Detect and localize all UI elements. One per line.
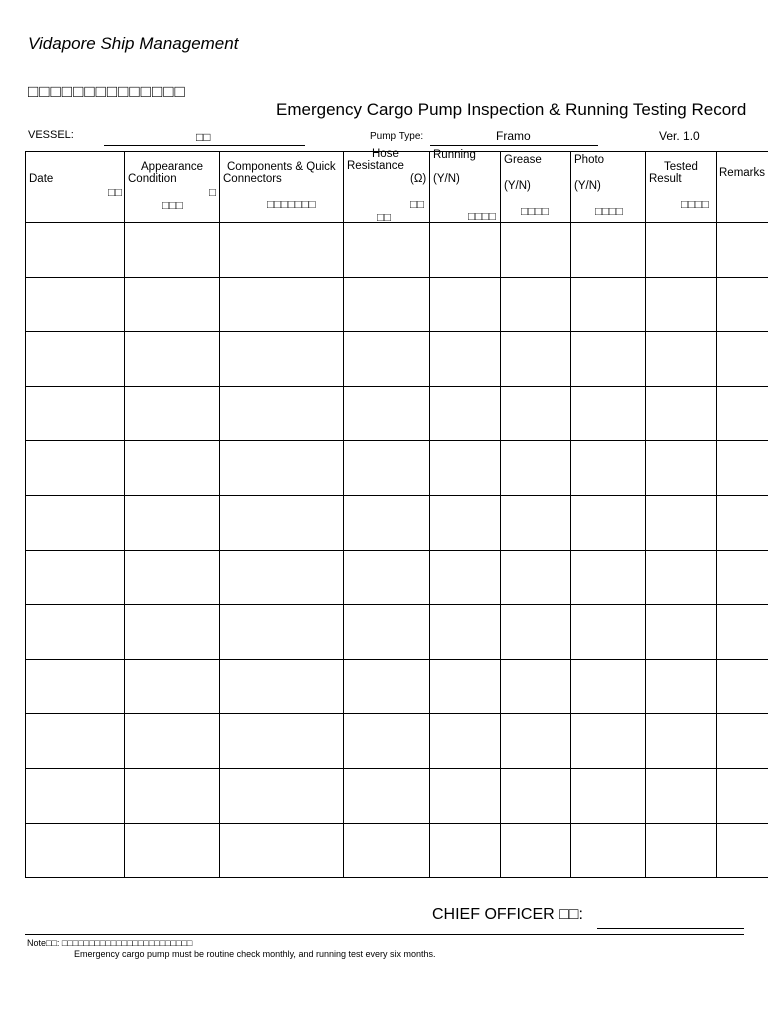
table-cell[interactable] — [571, 332, 646, 387]
table-cell[interactable] — [344, 768, 430, 823]
table-cell[interactable] — [717, 823, 768, 878]
col-grease-cn: □□□□ — [521, 206, 549, 218]
col-header-date — [26, 152, 125, 223]
vessel-label: VESSEL: — [28, 129, 74, 141]
col-date-cn: □□ — [108, 187, 122, 199]
pump-type-underline — [430, 145, 598, 146]
table-row — [26, 768, 768, 823]
table-cell[interactable] — [501, 386, 571, 441]
table-cell[interactable] — [571, 277, 646, 332]
col-photo-line2: (Y/N) — [574, 180, 601, 192]
table-cell[interactable] — [646, 714, 717, 769]
table-cell[interactable] — [717, 605, 768, 660]
table-cell[interactable] — [220, 550, 344, 605]
col-hose-line2: Resistance — [347, 160, 404, 172]
table-cell[interactable] — [501, 768, 571, 823]
form-title-cn: □□□□□□□□□□□□□□ — [28, 82, 186, 101]
table-cell[interactable] — [571, 386, 646, 441]
table-cell[interactable] — [125, 441, 220, 496]
table-cell[interactable] — [501, 659, 571, 714]
table-cell[interactable] — [717, 495, 768, 550]
col-hose-unit: (Ω) — [410, 173, 427, 185]
table-cell[interactable] — [646, 332, 717, 387]
table-cell[interactable] — [571, 223, 646, 278]
col-running-line2: (Y/N) — [433, 173, 460, 185]
table-cell[interactable] — [646, 659, 717, 714]
table-cell[interactable] — [125, 495, 220, 550]
table-cell[interactable] — [26, 659, 125, 714]
table-cell[interactable] — [344, 659, 430, 714]
table-row — [26, 441, 768, 496]
table-cell[interactable] — [430, 550, 501, 605]
table-cell[interactable] — [571, 768, 646, 823]
col-components-cn: □□□□□□□ — [267, 199, 316, 211]
company-name: Vidapore Ship Management — [28, 34, 239, 53]
table-cell[interactable] — [501, 605, 571, 660]
table-cell[interactable] — [125, 277, 220, 332]
col-running-cn: □□□□ — [468, 211, 496, 223]
col-hose-cn2: □□ — [377, 212, 391, 224]
table-cell[interactable] — [646, 441, 717, 496]
table-cell[interactable] — [344, 550, 430, 605]
table-cell[interactable] — [501, 823, 571, 878]
table-cell[interactable] — [646, 550, 717, 605]
col-header-appearance — [125, 152, 220, 223]
table-cell[interactable] — [26, 605, 125, 660]
table-cell[interactable] — [501, 223, 571, 278]
inspection-table-frame — [25, 148, 768, 880]
table-cell[interactable] — [26, 823, 125, 878]
table-cell[interactable] — [344, 441, 430, 496]
table-cell[interactable] — [501, 714, 571, 769]
table-cell[interactable] — [220, 605, 344, 660]
table-cell[interactable] — [26, 277, 125, 332]
col-hose-line1: Hose — [372, 148, 399, 160]
table-cell[interactable] — [344, 223, 430, 278]
table-row — [26, 659, 768, 714]
table-cell[interactable] — [125, 386, 220, 441]
table-cell[interactable] — [717, 768, 768, 823]
col-components-line1: Components & Quick — [227, 161, 336, 173]
table-cell[interactable] — [646, 386, 717, 441]
table-cell[interactable] — [717, 441, 768, 496]
table-cell[interactable] — [501, 441, 571, 496]
table-cell[interactable] — [26, 495, 125, 550]
col-header-hose — [344, 148, 430, 224]
vessel-value[interactable]: □□ — [196, 130, 211, 144]
table-cell[interactable] — [26, 223, 125, 278]
table-cell[interactable] — [501, 277, 571, 332]
chief-officer-signature-label: CHIEF OFFICER □□: — [432, 906, 583, 923]
table-cell[interactable] — [220, 223, 344, 278]
col-tested-line2: Result — [649, 173, 682, 185]
table-cell[interactable] — [430, 714, 501, 769]
table-cell[interactable] — [430, 441, 501, 496]
table-cell[interactable] — [571, 605, 646, 660]
table-cell[interactable] — [26, 768, 125, 823]
table-cell[interactable] — [646, 223, 717, 278]
table-cell[interactable] — [571, 495, 646, 550]
table-cell[interactable] — [26, 441, 125, 496]
header-row — [26, 152, 768, 223]
table-cell[interactable] — [220, 495, 344, 550]
col-header-tested — [646, 152, 717, 223]
table-cell[interactable] — [125, 223, 220, 278]
table-cell[interactable] — [344, 386, 430, 441]
table-cell[interactable] — [26, 386, 125, 441]
table-cell[interactable] — [717, 223, 768, 278]
table-row — [26, 823, 768, 878]
table-row — [26, 605, 768, 660]
col-grease-line2: (Y/N) — [504, 180, 531, 192]
col-date-label: Date — [29, 173, 54, 185]
table-cell[interactable] — [571, 823, 646, 878]
table-cell[interactable] — [220, 441, 344, 496]
col-header-remarks — [717, 152, 768, 223]
vessel-underline — [104, 145, 305, 146]
table-cell[interactable] — [717, 714, 768, 769]
col-photo-line1: Photo — [574, 154, 605, 166]
col-header-running — [430, 149, 501, 223]
pump-type-value[interactable]: Framo — [496, 129, 531, 143]
table-cell[interactable] — [344, 277, 430, 332]
table-row — [26, 332, 768, 387]
table-cell[interactable] — [430, 277, 501, 332]
table-cell[interactable] — [26, 550, 125, 605]
footer-rule — [25, 934, 744, 935]
table-cell[interactable] — [717, 386, 768, 441]
table-cell[interactable] — [646, 495, 717, 550]
col-header-photo — [571, 152, 646, 223]
version-label: Ver. 1.0 — [659, 129, 700, 143]
col-header-components — [220, 152, 344, 223]
col-remarks-label: Remarks — [719, 167, 766, 179]
table-cell[interactable] — [344, 714, 430, 769]
table-cell[interactable] — [501, 332, 571, 387]
table-cell[interactable] — [430, 605, 501, 660]
table-cell[interactable] — [125, 605, 220, 660]
table-cell[interactable] — [220, 332, 344, 387]
table-cell[interactable] — [430, 386, 501, 441]
col-tested-line1: Tested — [664, 161, 698, 173]
table-cell[interactable] — [571, 659, 646, 714]
table-cell[interactable] — [571, 441, 646, 496]
table-cell[interactable] — [717, 659, 768, 714]
table-cell[interactable] — [125, 659, 220, 714]
table-cell[interactable] — [717, 332, 768, 387]
table-cell[interactable] — [646, 605, 717, 660]
table-row — [26, 495, 768, 550]
pump-type-label: Pump Type: — [370, 131, 424, 142]
form-title-en: Emergency Cargo Pump Inspection & Running Testing Record — [276, 100, 747, 119]
table-cell[interactable] — [220, 659, 344, 714]
table-cell[interactable] — [344, 823, 430, 878]
table-row — [26, 550, 768, 605]
table-cell[interactable] — [220, 823, 344, 878]
table-cell[interactable] — [430, 332, 501, 387]
table-cell[interactable] — [646, 823, 717, 878]
table-cell[interactable] — [717, 277, 768, 332]
table-cell[interactable] — [344, 332, 430, 387]
table-cell[interactable] — [26, 332, 125, 387]
col-appearance-line1: Appearance — [141, 161, 204, 173]
col-appearance-cn: □□□ — [162, 200, 183, 212]
table-cell[interactable] — [220, 714, 344, 769]
table-cell[interactable] — [125, 550, 220, 605]
table-cell[interactable] — [26, 714, 125, 769]
table-row — [26, 386, 768, 441]
table-cell[interactable] — [646, 277, 717, 332]
table-cell[interactable] — [220, 277, 344, 332]
table-cell[interactable] — [571, 550, 646, 605]
table-cell[interactable] — [430, 768, 501, 823]
table-cell[interactable] — [646, 768, 717, 823]
signature-underline[interactable] — [597, 928, 744, 929]
col-header-grease — [501, 152, 571, 223]
table-cell[interactable] — [430, 823, 501, 878]
col-hose-cn: □□ — [410, 199, 424, 211]
col-appearance-line2: Condition — [128, 173, 177, 185]
col-appearance-cn-extra: □ — [209, 187, 216, 199]
table-cell[interactable] — [220, 386, 344, 441]
table-cell[interactable] — [125, 823, 220, 878]
table-cell[interactable] — [501, 495, 571, 550]
table-cell[interactable] — [125, 332, 220, 387]
table-cell[interactable] — [430, 495, 501, 550]
table-cell[interactable] — [125, 768, 220, 823]
table-cell[interactable] — [430, 659, 501, 714]
table-cell[interactable] — [717, 550, 768, 605]
col-grease-line1: Grease — [504, 154, 542, 166]
note-cn: Note□□: □□□□□□□□□□□□□□□□□□□□□□□□ — [27, 938, 193, 948]
col-tested-cn: □□□□ — [681, 199, 709, 211]
table-cell[interactable] — [125, 714, 220, 769]
table-row — [26, 277, 768, 332]
table-cell[interactable] — [220, 768, 344, 823]
note-en: Emergency cargo pump must be routine check monthly, and running test every six months. — [74, 949, 436, 959]
col-photo-cn: □□□□ — [595, 206, 623, 218]
inspection-table — [25, 148, 768, 878]
table-cell[interactable] — [571, 714, 646, 769]
table-cell[interactable] — [501, 550, 571, 605]
table-row — [26, 714, 768, 769]
col-running-line1: Running — [433, 149, 476, 161]
table-cell[interactable] — [344, 495, 430, 550]
col-components-line2: Connectors — [223, 173, 282, 185]
table-cell[interactable] — [344, 605, 430, 660]
table-cell[interactable] — [430, 223, 501, 278]
table-row — [26, 223, 768, 278]
